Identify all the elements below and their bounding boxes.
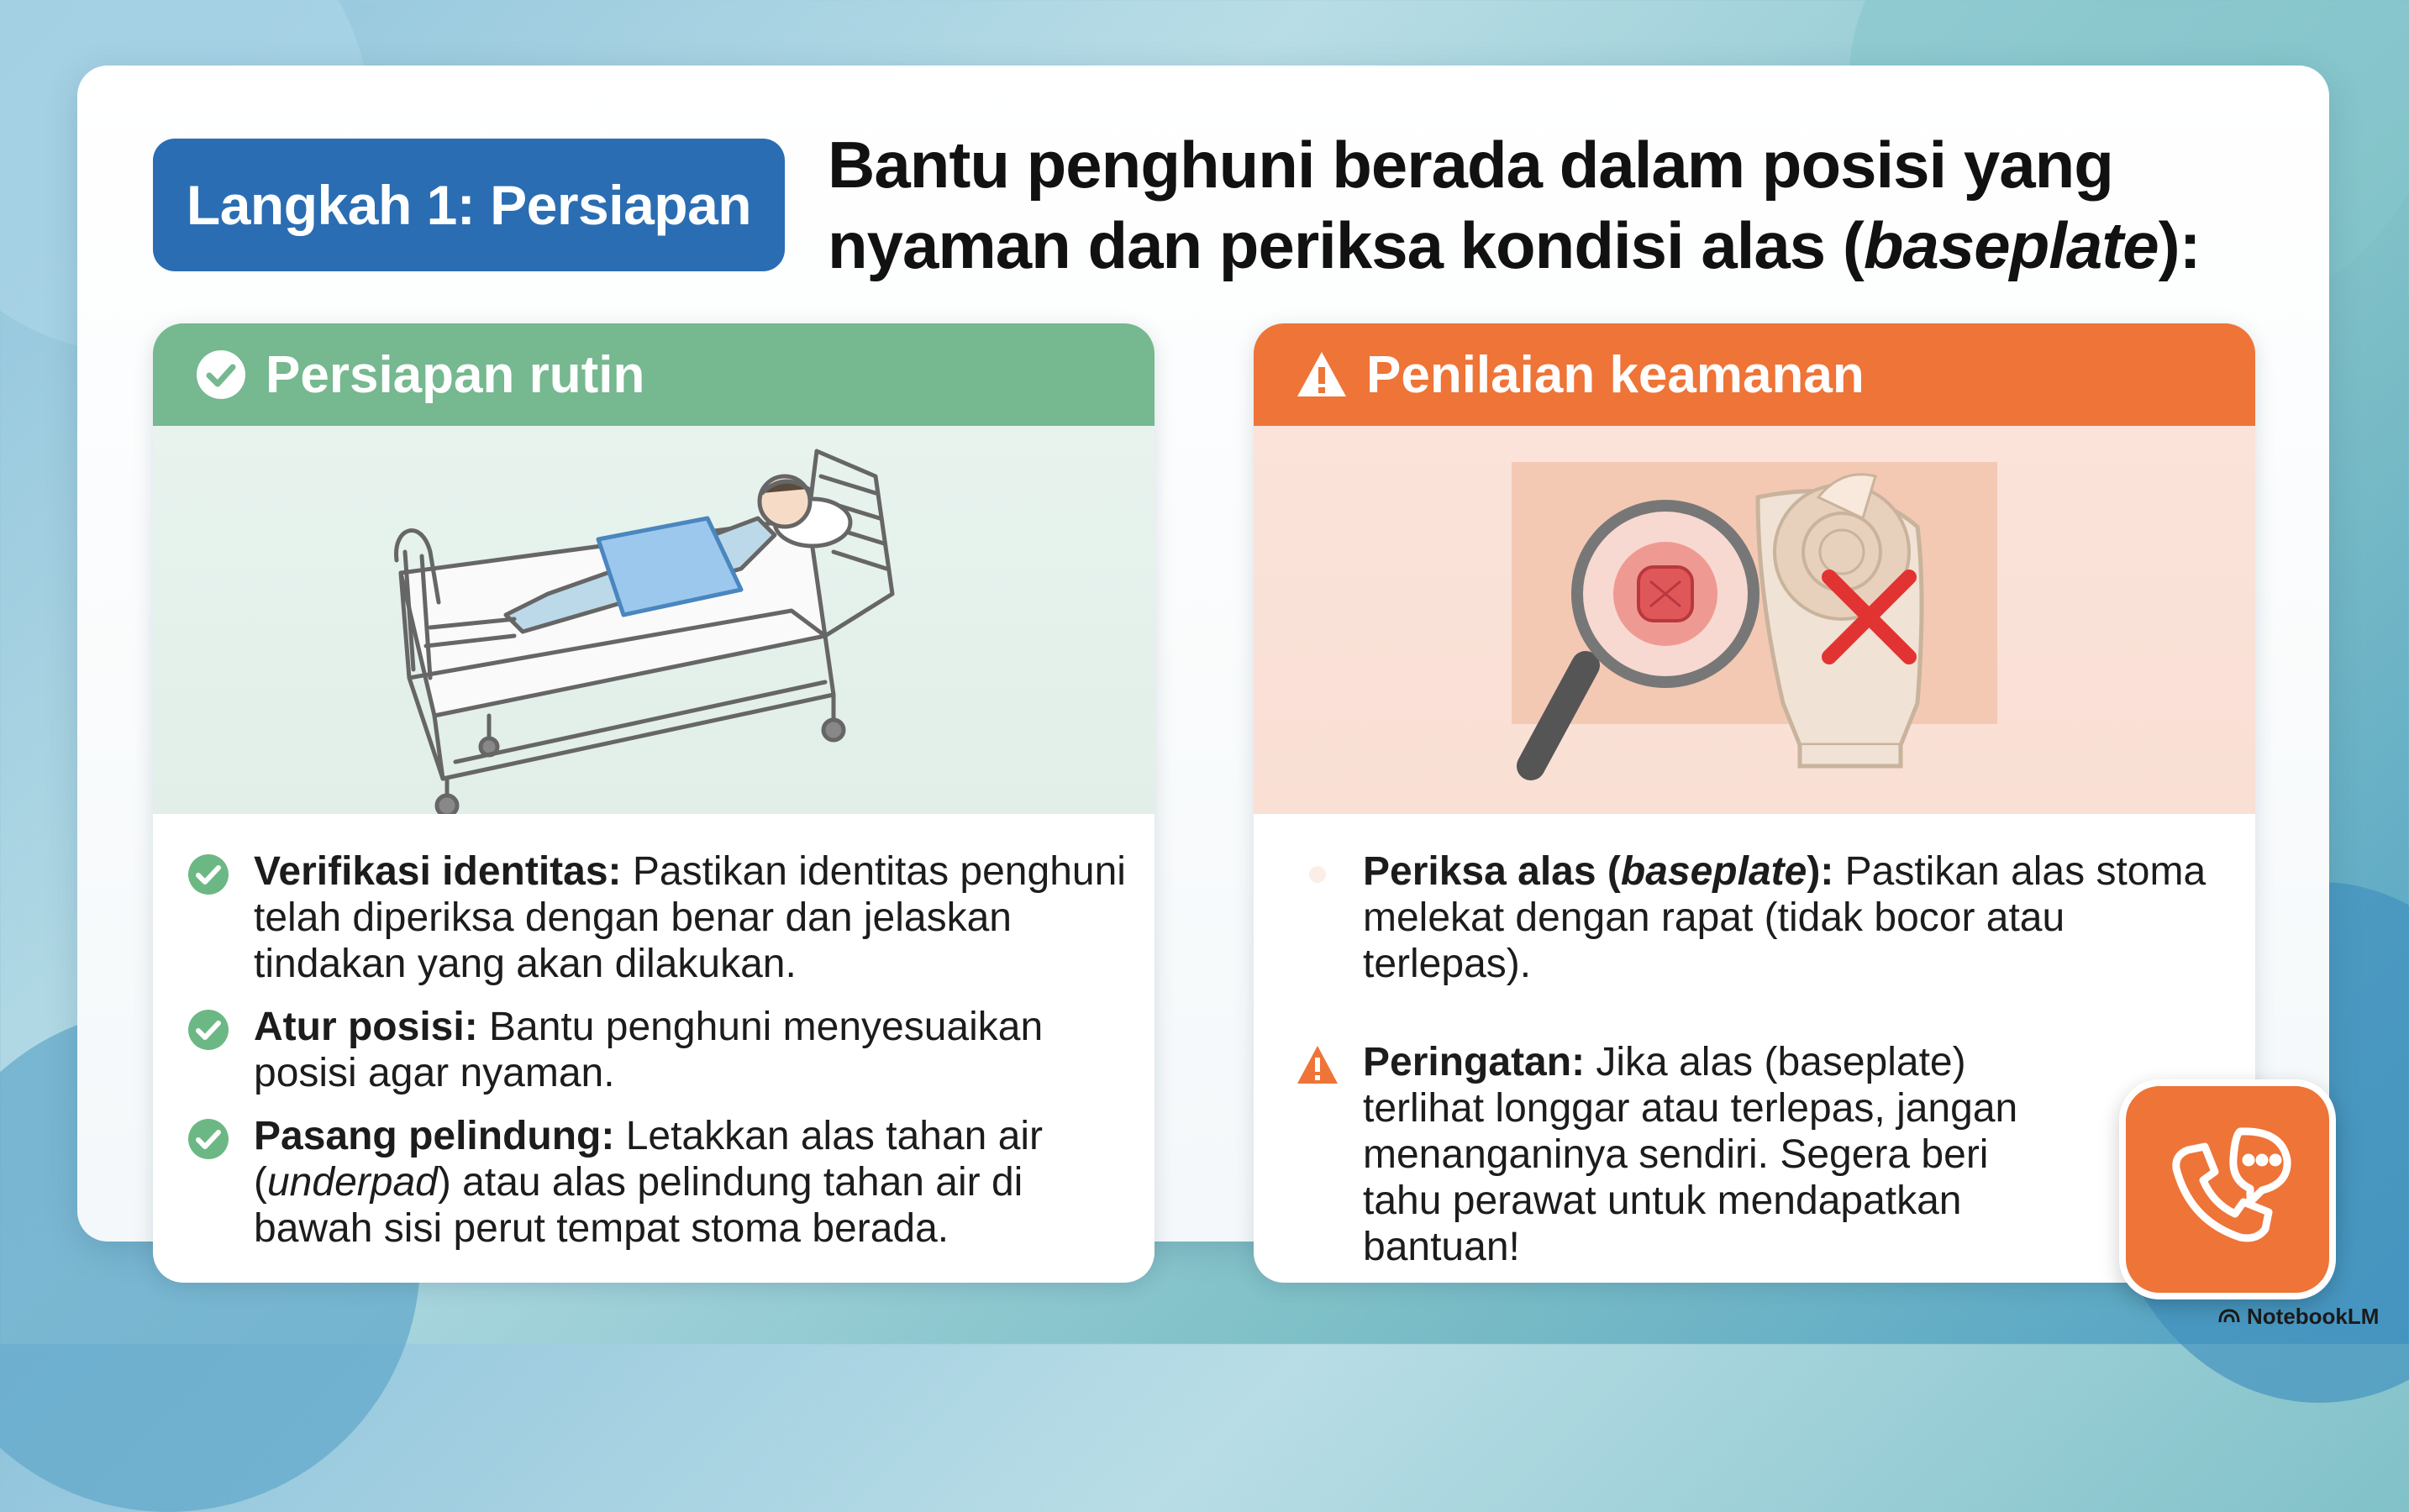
baseplate-inspection-illustration [1254,426,2255,814]
title-line-2a: nyaman dan periksa kondisi alas ( [828,208,1864,282]
item-label: Pasang pelindung: [254,1114,615,1158]
item-text: Jika alas (baseplate) terlihat longgar atau terlepas, jangan menanganinya sendiri. Segera beri tahu perawat untuk mendapatkan bantuan! [1363,1040,2018,1269]
phone-chat-icon [2156,1116,2299,1263]
list-item [187,1004,1129,1096]
brand-watermark [2218,1304,2379,1330]
brand-name: NotebookLM [2247,1304,2380,1329]
item-label-b: ): [1807,849,1834,894]
routine-prep-panel [153,323,1155,1283]
notebooklm-logo-icon [2218,1304,2240,1330]
item-text: Bantu penghuni menyesuaikan posisi agar nyaman. [254,1005,1044,1095]
item-label-a: Periksa alas ( [1363,849,1621,894]
check-circle-icon [187,853,230,896]
safety-assessment-panel [1254,323,2255,1283]
step-badge: Langkah 1: Persiapan [153,139,785,271]
item-text: ) atau alas pelindung tahan air di bawah sisi perut tempat stoma berada. [254,1160,1023,1251]
panel-title: Penilaian keamanan [1366,345,1865,404]
title-line-2b: ): [2158,208,2201,282]
list-item [187,848,1129,987]
hospital-bed-illustration [153,426,1155,814]
list-item [1296,848,2230,987]
list-item [1296,1039,2230,1270]
item-text: Pastikan alas stoma melekat dengan rapat (tidak bocor atau terlepas). [1363,849,2206,986]
panel-title: Persiapan rutin [266,345,645,404]
routine-prep-list [187,848,1129,1268]
call-nurse-button[interactable] [2119,1079,2336,1299]
check-circle-icon [195,349,247,401]
list-item [187,1113,1129,1252]
item-text: Pastikan identitas penghuni telah diperiksa dengan benar dan jelaskan tindakan yang akan dilakukan. [254,849,1126,986]
page-title [828,124,2306,286]
title-line-1: Bantu penghuni berada dalam posisi yang [828,128,2113,202]
item-label: Atur posisi: [254,1005,478,1049]
safety-assessment-list [1296,848,2230,1283]
item-label: Peringatan: [1363,1040,1586,1084]
title-emphasis: baseplate [1863,208,2159,282]
item-emphasis: baseplate [1620,849,1807,894]
check-circle-icon [187,1117,230,1161]
bullet-dot-icon [1296,853,1339,896]
item-emphasis: underpad [266,1160,438,1205]
panel-header [1254,323,2255,426]
warning-triangle-icon [1296,1043,1339,1087]
panel-header [153,323,1155,426]
item-label: Verifikasi identitas: [254,849,622,894]
check-circle-icon [187,1008,230,1052]
item-text: Letakkan alas tahan air ( [254,1114,1044,1205]
warning-triangle-icon [1296,349,1348,401]
